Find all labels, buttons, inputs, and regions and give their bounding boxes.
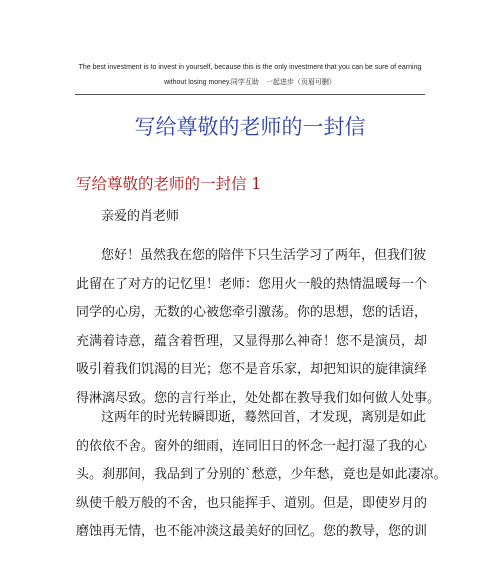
- paragraph-line: 此留在了对方的记忆里！老师：您用火一般的热情温暖每一个: [76, 276, 428, 292]
- paragraph-line: 头。刹那间，我品到了分别的`愁意，少年愁，竟也是如此凄凉。: [76, 467, 447, 483]
- letter-paragraph-2: [76, 404, 447, 547]
- letter-paragraph-1: [76, 242, 441, 414]
- paragraph-line: 磨蚀再无情，也不能冲淡这最美好的回忆。您的教导，您的训: [76, 524, 428, 540]
- header-note-line-2: without losing money.同学互助 一起进步（页眉可删）: [164, 79, 336, 86]
- document-title: 写给尊敬的老师的一封信: [134, 115, 366, 139]
- paragraph-line: 这两年的时光转瞬即逝，蓦然回首，才发现，离别是如此: [101, 410, 427, 425]
- paragraph-line: 您好！虽然我在您的陪伴下只生活学习了两年，但我们彼: [101, 248, 427, 263]
- letter-greeting: 亲爱的肖老师: [101, 209, 180, 224]
- paragraph-line: 的依依不舍。窗外的细雨，连同旧日的怀念一起打湿了我的心: [76, 438, 428, 454]
- paragraph-line: 纵使千般万般的不舍，也只能挥手、道别。但是，即使岁月的: [76, 495, 428, 511]
- header-note-line-1: The best investment is to invest in yourself, because this is the only investment that you can be sure of earning: [78, 64, 422, 71]
- page-header-note: [40, 60, 460, 90]
- paragraph-line: 得淋漓尽致。您的言行举止，处处都在教导我们如何做人处事。: [76, 390, 441, 406]
- section-heading: 写给尊敬的老师的一封信 1: [76, 175, 262, 193]
- paragraph-line: 同学的心房，无数的心被您牵引激荡。你的思想，您的话语，: [76, 305, 428, 321]
- paragraph-line: 充满着诗意，蕴含着哲理，又显得那么神奇！您不是演员，却: [76, 333, 428, 349]
- header-divider: [75, 94, 425, 95]
- paragraph-line: 吸引着我们饥渴的目光；您不是音乐家，却把知识的旋律演绎: [76, 362, 428, 378]
